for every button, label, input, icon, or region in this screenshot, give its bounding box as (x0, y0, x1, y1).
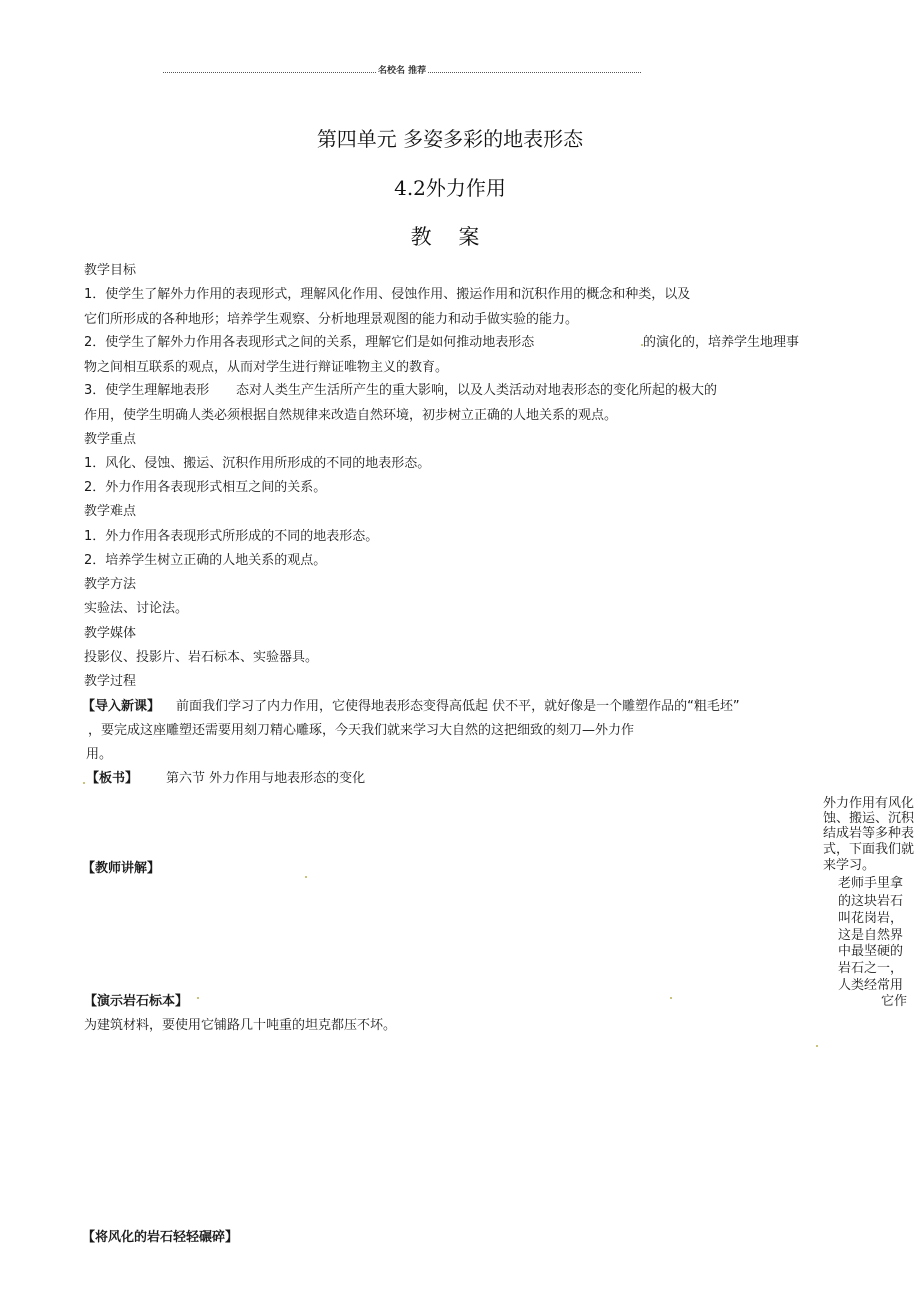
stray-dot-mark (641, 344, 643, 346)
difficulty-2: 2．培养学生树立正确的人地关系的观点。 (84, 553, 327, 568)
header-dotted-rule-left (163, 65, 376, 73)
stray-dot-mark (197, 997, 199, 999)
board-content: 第六节 外力作用与地表形态的变化 (166, 771, 366, 786)
methods-content: 实验法、讨论法。 (84, 601, 189, 616)
sidebar-line: 的这块岩石 (838, 894, 904, 909)
sidebar-line: 这是自然界 (838, 928, 904, 943)
objective-1-line-a: 1．使学生了解外力作用的表现形式，理解风化作用、侵蚀作用、搬运作用和沉积作用的概念和种类，以及 (84, 287, 691, 302)
lesson-title: 4.2外力作用 (394, 176, 506, 200)
header-text: 名校名 推荐 (377, 66, 427, 76)
intro-tag: 【导入新课】 (82, 699, 161, 714)
objective-2-line-b: 物之间相互联系的观点，从而对学生进行辩证唯物主义的教育。 (84, 360, 449, 375)
sidebar-line: 外力作用有风化 (823, 796, 915, 811)
header-dotted-rule-right (428, 65, 641, 73)
demo-content: 为建筑材料，要使用它铺路几十吨重的坦克都压不坏。 (84, 1018, 397, 1033)
sidebar-line: 结成岩等多种表 (823, 826, 915, 841)
sidebar-line: 它作 (881, 994, 908, 1009)
objective-3-line-a: 3．使学生理解地表形 (84, 383, 210, 398)
intro-line-c: 用。 (86, 747, 113, 762)
key-point-1: 1．风化、侵蚀、搬运、沉积作用所形成的不同的地表形态。 (84, 456, 431, 471)
sidebar-line: 岩石之一， (838, 961, 904, 976)
objective-1-line-b: 它们所形成的各种地形；培养学生观察、分析地理景观图的能力和动手做实验的能力。 (84, 312, 579, 327)
difficulties-heading: 教学难点 (84, 504, 137, 519)
objective-3-line-b: 作用，使学生明确人类必须根据自然规律来改造自然环境，初步树立正确的人地关系的观点。 (84, 408, 618, 423)
methods-heading: 教学方法 (84, 577, 137, 592)
objective-2-line-a-cont: 的演化的，培养学生地理事 (643, 335, 800, 350)
sidebar-line: 叫花岗岩， (838, 911, 904, 926)
crush-tag: 【将风化的岩石轻轻碾碎】 (82, 1230, 239, 1245)
board-tag: 【板书】 (86, 771, 139, 786)
teacher-tag: 【教师讲解】 (82, 861, 161, 876)
sidebar-line: 中最坚硬的 (838, 944, 904, 959)
objectives-heading: 教学目标 (84, 263, 137, 278)
key-point-2: 2．外力作用各表现形式相互之间的关系。 (84, 480, 327, 495)
stray-dot-mark (83, 782, 85, 784)
media-content: 投影仪、投影片、岩石标本、实验器具。 (84, 650, 319, 665)
stray-dot-mark (670, 997, 672, 999)
stray-dot-mark (305, 876, 307, 878)
sidebar-line: 式，下面我们就 (823, 842, 915, 857)
key-points-heading: 教学重点 (84, 432, 137, 447)
unit-title: 第四单元 多姿多彩的地表形态 (316, 127, 584, 151)
difficulty-1: 1．外力作用各表现形式所形成的不同的地表形态。 (84, 529, 379, 544)
intro-line-a: 前面我们学习了内力作用，它使得地表形态变得高低起 伏不平，就好像是一个雕塑作品的“粗毛坯” (176, 699, 740, 714)
sidebar-line: 来学习。 (823, 858, 876, 873)
intro-line-b: ，要完成这座雕塑还需要用刻刀精心雕琢，今天我们就来学习大自然的这把细致的刻刀—外力作 (88, 723, 635, 738)
objective-3-line-a-cont: 态对人类生产生活所产生的重大影响，以及人类活动对地表形态的变化所起的极大的 (236, 383, 718, 398)
media-heading: 教学媒体 (84, 626, 137, 641)
page-header (163, 64, 641, 78)
sidebar-line: 老师手里拿 (838, 876, 904, 891)
doc-type-title: 教 案 (410, 225, 490, 249)
sidebar-line: 人类经常用 (838, 978, 904, 993)
process-heading: 教学过程 (84, 674, 137, 689)
stray-dot-mark (816, 1045, 818, 1047)
sidebar-line: 蚀、搬运、沉积 (823, 811, 915, 826)
objective-2-line-a: 2．使学生了解外力作用各表现形式之间的关系，理解它们是如何推动地表形态 (84, 335, 535, 350)
demo-tag: 【演示岩石标本】 (84, 994, 189, 1009)
